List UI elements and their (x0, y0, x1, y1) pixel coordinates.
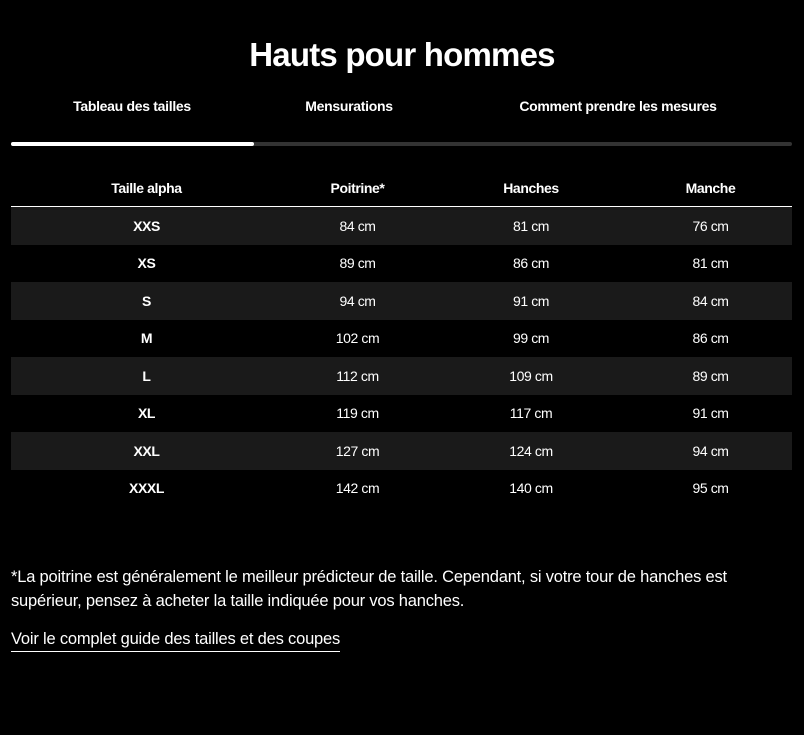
cell-hips: 140 cm (509, 480, 553, 497)
table-row (11, 470, 792, 508)
table-row (11, 395, 792, 433)
size-guide-tabs (11, 92, 792, 120)
chest-footnote: *La poitrine est généralement le meilleur prédicteur de taille. Cependant, si votre tour de hanches est supérieur, pensez à acheter la taille indiquée pour vos hanches. (11, 567, 727, 610)
size-chart-table (11, 170, 792, 507)
cell-sleeve: 81 cm (692, 255, 729, 272)
cell-sleeve: 91 cm (692, 405, 729, 422)
cell-alpha-size: M (140, 330, 153, 347)
cell-hips: 117 cm (509, 405, 553, 422)
header-alpha-size: Taille alpha (11, 170, 282, 207)
cell-chest: 142 cm (335, 480, 380, 497)
cell-chest: 112 cm (282, 357, 433, 395)
full-size-guide-link[interactable]: Voir le complet guide des tailles et des coupes (11, 627, 340, 652)
cell-hips: 91 cm (433, 282, 629, 320)
cell-chest: 119 cm (336, 405, 379, 422)
cell-sleeve: 89 cm (629, 357, 792, 395)
cell-hips: 86 cm (512, 255, 550, 272)
cell-sleeve: 76 cm (629, 207, 792, 245)
tab-size-chart[interactable]: Tableau des tailles (73, 98, 191, 114)
table-row (11, 245, 792, 283)
cell-hips: 124 cm (433, 432, 629, 470)
cell-sleeve: 86 cm (692, 330, 729, 347)
tab-measurements[interactable]: Mensurations (305, 98, 393, 114)
cell-chest: 84 cm (282, 207, 433, 245)
table-header-row (11, 170, 792, 207)
cell-alpha-size: XS (137, 255, 156, 272)
table-row (11, 207, 792, 245)
cell-chest: 102 cm (335, 330, 380, 347)
table-row (11, 357, 792, 395)
table-row (11, 282, 792, 320)
active-tab-indicator (11, 142, 254, 146)
cell-chest: 89 cm (339, 255, 376, 272)
cell-sleeve: 95 cm (692, 480, 729, 497)
page-title: Hauts pour hommes (249, 36, 555, 74)
cell-alpha-size: S (11, 282, 282, 320)
cell-alpha-size: XXXL (129, 480, 164, 497)
header-chest: Poitrine* (282, 170, 433, 207)
tab-track (11, 142, 792, 146)
table-row (11, 432, 792, 470)
cell-alpha-size: L (11, 357, 282, 395)
cell-alpha-size: XXS (11, 207, 282, 245)
table-row (11, 320, 792, 358)
cell-sleeve: 94 cm (629, 432, 792, 470)
tab-how-to-measure[interactable]: Comment prendre les mesures (519, 98, 717, 114)
cell-chest: 127 cm (282, 432, 433, 470)
cell-alpha-size: XL (137, 405, 156, 422)
header-hips: Hanches (433, 170, 629, 207)
cell-chest: 94 cm (282, 282, 433, 320)
cell-sleeve: 84 cm (629, 282, 792, 320)
cell-alpha-size: XXL (11, 432, 282, 470)
cell-hips: 99 cm (512, 330, 550, 347)
cell-hips: 81 cm (433, 207, 629, 245)
header-sleeve: Manche (629, 170, 792, 207)
cell-hips: 109 cm (433, 357, 629, 395)
